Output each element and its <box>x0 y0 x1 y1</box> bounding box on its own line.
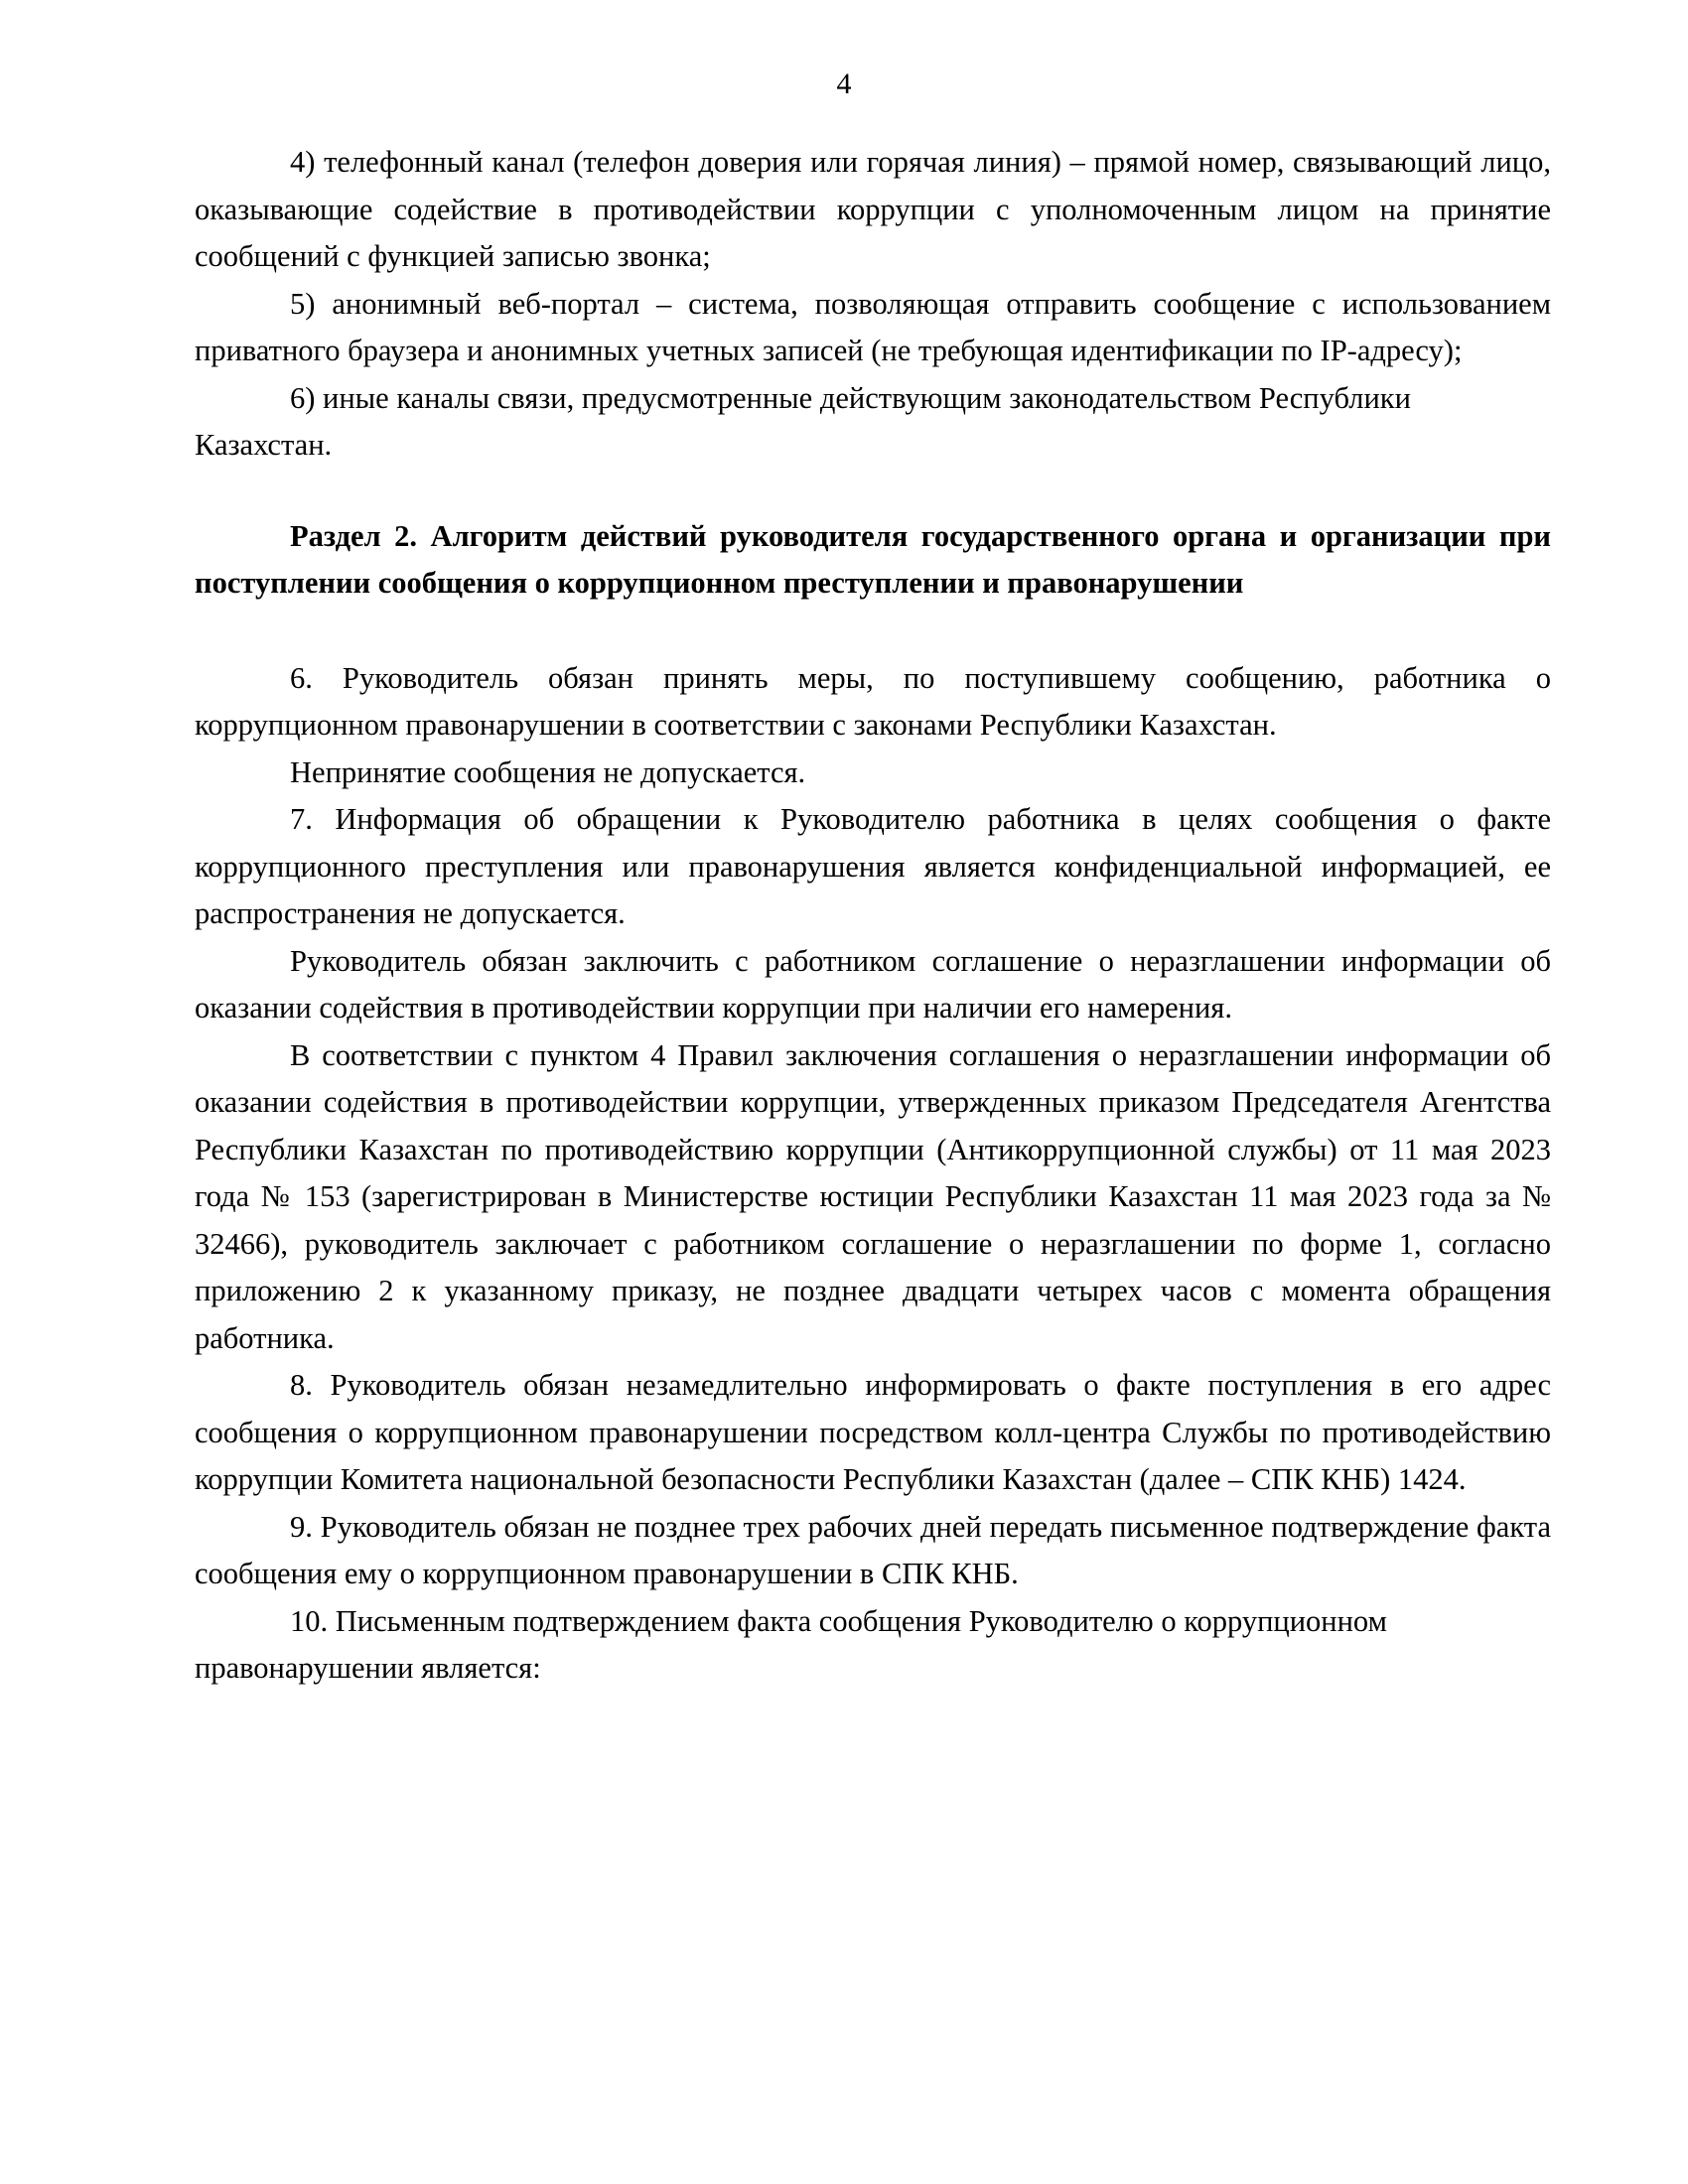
paragraph-item-4: 4) телефонный канал (телефон доверия или горячая линия) – прямой номер, связывающий лицо, оказывающие содействие в противодействии коррупции с уполномоченным лицом на принятие сообщений с функцией записью звонка; <box>195 145 1551 273</box>
paragraph-item-6-note: Непринятие сообщения не допускается. <box>290 754 806 789</box>
paragraph-item-7-note: Руководитель обязан заключить с работником соглашение о неразглашении информации об оказании содействия в противодействии коррупции при наличии его намерения. <box>195 943 1551 1024</box>
paragraph-item-9: 9. Руководитель обязан не позднее трех рабочих дней передать письменное подтверждение факта сообщения ему о коррупционном правонарушении в СПК КНБ. <box>195 1509 1551 1590</box>
paragraph-item-10: 10. Письменным подтверждением факта сообщения Руководителю о коррупционном правонарушении является: <box>195 1603 1387 1685</box>
paragraph-item-5: 5) анонимный веб-портал – система, позволяющая отправить сообщение с использованием приватного браузера и анонимных учетных записей (не требующая идентификации по IP-адресу); <box>195 286 1551 367</box>
document-body <box>195 139 1551 1693</box>
page-number: 4 <box>836 68 852 100</box>
paragraph-item-6: 6) иные каналы связи, предусмотренные действующим законодательством Республики Казахстан. <box>195 380 1411 462</box>
section-heading: Раздел 2. Алгоритм действий руководителя государственного органа и организации при поступлении сообщения о коррупционном преступлении и правонарушении <box>195 518 1551 600</box>
spacer-after-heading <box>195 608 1551 655</box>
paragraph-item-7: 7. Информация об обращении к Руководителю работника в целях сообщения о факте коррупционного преступления или правонарушения является конфиденциальной информацией, ее распространения не допускается. <box>195 802 1551 930</box>
paragraph-item-6-body: 6. Руководитель обязан принять меры, по поступившему сообщению, работника о коррупционном правонарушении в соответствии с законами Республики Казахстан. <box>195 660 1551 742</box>
spacer-before-heading <box>195 470 1551 513</box>
paragraph-item-8: 8. Руководитель обязан незамедлительно информировать о факте поступления в его адрес сообщения о коррупционном правонарушении посредством колл-центра Службы по противодействию коррупции Комитета национальной безопасности Республики Казахстан (далее – СПК КНБ) 1424. <box>195 1368 1551 1496</box>
paragraph-item-7-ref: В соответствии с пунктом 4 Правил заключения соглашения о неразглашении информации об оказании содействия в противодействии коррупции, утвержденных приказом Председателя Агентства Республики Казахстан по противодействию коррупции (Антикоррупционной службы) от 11 мая 2023 года № 153 (зарегистрирован в Министерстве юстиции Республики Казахстан 11 мая 2023 года за № 32466), руководитель заключает с работником соглашение о неразглашении по форме 1, согласно приложению 2 к указанному приказу, не позднее двадцати четырех часов с момента обращения работника. <box>195 1037 1551 1355</box>
